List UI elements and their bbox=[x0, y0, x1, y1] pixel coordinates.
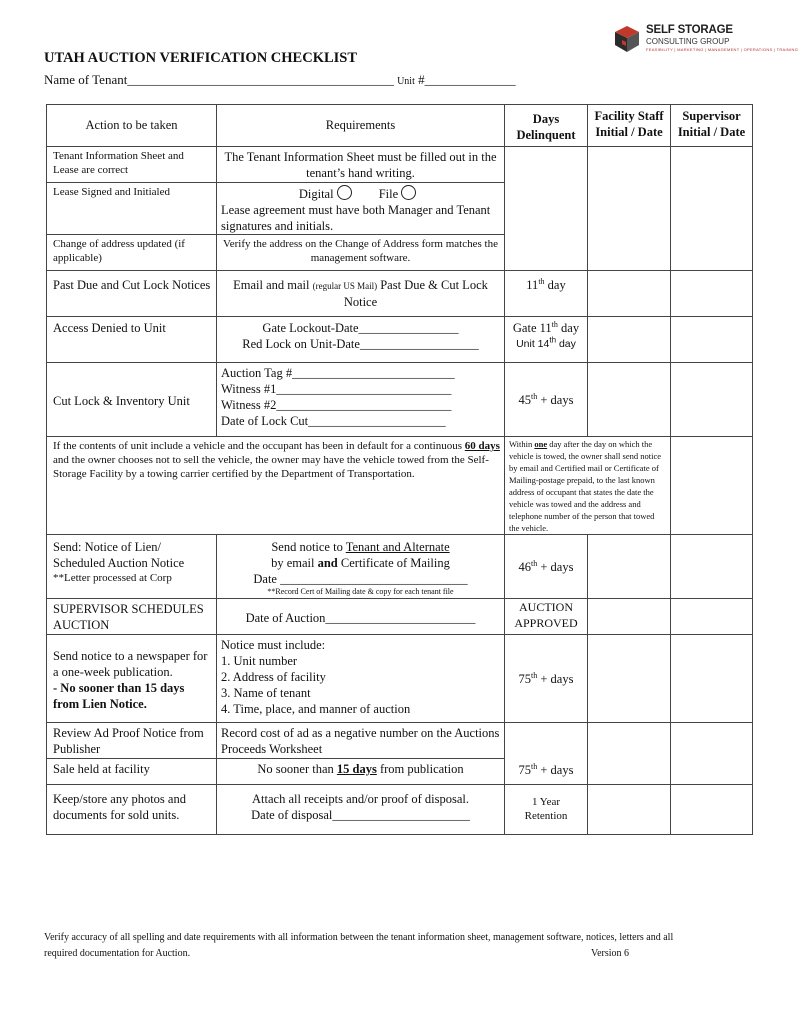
witness-1-line[interactable]: Witness #1____________________________ bbox=[221, 382, 452, 396]
action-past-due: Past Due and Cut Lock Notices bbox=[47, 271, 217, 317]
lien-req-and: and bbox=[317, 556, 338, 570]
sale-req-days: 15 days bbox=[336, 762, 377, 776]
action-supervisor: SUPERVISOR SCHEDULES AUCTION bbox=[47, 599, 217, 635]
newspaper-day-sup: th bbox=[531, 670, 538, 680]
days-supervisor: AUCTION APPROVED bbox=[505, 599, 588, 635]
days-sale bbox=[505, 723, 588, 785]
lease-checkboxes bbox=[221, 185, 500, 202]
req-access-denied bbox=[217, 317, 505, 363]
keep-line-1: Attach all receipts and/or proof of disposal. bbox=[252, 792, 469, 806]
checklist-table bbox=[46, 104, 753, 835]
unit-label: Unit bbox=[397, 76, 415, 87]
vehicle-text-a: If the contents of unit include a vehicle and the occupant has been in default for a continuous bbox=[53, 440, 462, 452]
header-action: Action to be taken bbox=[47, 105, 217, 147]
supervisor-initial-cell[interactable] bbox=[671, 723, 753, 785]
lease-requirement-text: Lease agreement must have both Manager and Tenant signatures and initials. bbox=[221, 203, 491, 233]
cut-lock-day-suffix: + days bbox=[540, 392, 574, 407]
vehicle-note-b: day after the day on which the vehicle is towed, the owner shall send notice by email and Certified mail or Certificate of Mailing-postage prepaid, to the last known address of occupant that states the date the vehicle was towed and the address and telephone number of the person that towed the vehicle. bbox=[509, 439, 662, 533]
tenant-name-blank[interactable]: _________________________________________ bbox=[127, 72, 394, 87]
gate-lockout-line[interactable]: Gate Lockout-Date________________ bbox=[262, 321, 459, 335]
req-lien-notice bbox=[217, 535, 505, 599]
lien-req-b: by email bbox=[271, 556, 315, 570]
digital-radio[interactable] bbox=[337, 185, 352, 200]
cut-lock-day-num: 45 bbox=[518, 392, 532, 407]
vehicle-text bbox=[47, 437, 505, 535]
staff-initial-cell[interactable] bbox=[588, 535, 671, 599]
row-past-due bbox=[47, 271, 753, 317]
newspaper-action-b: - No sooner than 15 days from Lien Notice. bbox=[53, 680, 185, 711]
req-address: Verify the address on the Change of Address form matches the management software. bbox=[217, 235, 505, 271]
newspaper-day-num: 75 bbox=[518, 671, 532, 686]
days-cell-blank bbox=[505, 147, 588, 271]
days-access-denied bbox=[505, 317, 588, 363]
supervisor-initial-cell[interactable] bbox=[671, 437, 753, 535]
auction-tag-line[interactable]: Auction Tag #__________________________ bbox=[221, 366, 455, 380]
past-due-day-suffix: day bbox=[547, 278, 566, 292]
row-cut-lock bbox=[47, 363, 753, 437]
supervisor-initial-cell[interactable] bbox=[671, 535, 753, 599]
row-vehicle bbox=[47, 437, 753, 535]
digital-label: Digital bbox=[298, 187, 334, 201]
file-label: File bbox=[378, 187, 399, 201]
sale-req-a: No sooner than bbox=[257, 762, 334, 776]
past-due-day-num: 11 bbox=[526, 278, 539, 292]
logo-tagline: FEASIBILITY | MARKETING | MANAGEMENT | OPERATIONS | TRAINING bbox=[646, 47, 798, 52]
header-row bbox=[47, 105, 753, 147]
supervisor-initial-cell[interactable] bbox=[671, 785, 753, 835]
newspaper-item-3: 3. Name of tenant bbox=[221, 686, 311, 700]
gate-day-b: day bbox=[561, 321, 580, 335]
vehicle-note bbox=[505, 437, 671, 535]
lien-day-suffix: + days bbox=[540, 559, 574, 574]
tenant-line bbox=[44, 72, 516, 88]
days-newspaper bbox=[505, 635, 588, 723]
action-address: Change of address updated (if applicable) bbox=[47, 235, 217, 271]
row-ad-proof bbox=[47, 723, 753, 759]
past-due-req-small: (regular US Mail) bbox=[312, 281, 378, 291]
lien-date-line[interactable]: Date ______________________________ bbox=[253, 572, 468, 586]
lien-day-sup: th bbox=[531, 558, 538, 568]
gate-day-a: Gate 11 bbox=[512, 321, 552, 335]
staff-initial-cell[interactable] bbox=[588, 723, 671, 785]
row-tenant-info bbox=[47, 147, 753, 183]
lien-record-note: **Record Cert of Mailing date & copy for each tenant file bbox=[267, 587, 454, 596]
supervisor-initial-cell[interactable] bbox=[671, 635, 753, 723]
newspaper-action-a: Send notice to a newspaper for a one-week publication. bbox=[53, 648, 208, 679]
unit-day-b: day bbox=[558, 338, 576, 350]
vehicle-text-b: and the owner chooses not to sell the vehicle, the owner may have the vehicle towed from the Self-Storage Facility by a towing carrier certified by the Department of Transportation. bbox=[53, 454, 489, 480]
action-lien-notice bbox=[47, 535, 217, 599]
header-staff: Facility Staff Initial / Date bbox=[588, 105, 671, 147]
unit-day-a: Unit 14 bbox=[516, 338, 550, 350]
sale-day-sup: th bbox=[531, 761, 538, 771]
lien-action-b: Scheduled Auction Notice bbox=[53, 556, 185, 570]
file-radio[interactable] bbox=[401, 185, 416, 200]
lien-action-note: **Letter processed at Corp bbox=[53, 572, 172, 584]
staff-initial-cell[interactable] bbox=[588, 317, 671, 363]
req-tenant-info: The Tenant Information Sheet must be filled out in the tenant’s hand writing. bbox=[217, 147, 505, 183]
header-supervisor: Supervisor Initial / Date bbox=[671, 105, 753, 147]
action-keep-docs: Keep/store any photos and documents for sold units. bbox=[47, 785, 217, 835]
newspaper-item-4: 4. Time, place, and manner of auction bbox=[221, 702, 411, 716]
req-keep-docs bbox=[217, 785, 505, 835]
tenant-name-label: Name of Tenant bbox=[44, 72, 128, 87]
row-access-denied bbox=[47, 317, 753, 363]
logo-brand: SELF STORAGE bbox=[646, 24, 733, 36]
staff-initial-cell[interactable] bbox=[588, 785, 671, 835]
past-due-req-b: Past Due & Cut Lock Notice bbox=[343, 278, 488, 309]
req-ad-proof: Record cost of ad as a negative number on the Auctions Proceeds Worksheet bbox=[217, 723, 505, 759]
row-newspaper bbox=[47, 635, 753, 723]
req-lease bbox=[217, 183, 505, 235]
gate-day-sup: th bbox=[551, 319, 558, 329]
past-due-day-sup: th bbox=[538, 276, 545, 286]
sale-day-num: 75 bbox=[518, 763, 532, 777]
days-cut-lock bbox=[505, 363, 588, 437]
newspaper-item-1: 1. Unit number bbox=[221, 654, 298, 668]
row-supervisor bbox=[47, 599, 753, 635]
lien-req-tenant: Tenant and Alternate bbox=[345, 540, 450, 554]
newspaper-req-head: Notice must include: bbox=[221, 638, 326, 652]
staff-initial-cell[interactable] bbox=[588, 599, 671, 635]
unit-number-blank[interactable]: #______________ bbox=[418, 72, 516, 87]
supervisor-initial-cell[interactable] bbox=[671, 271, 753, 317]
action-access-denied: Access Denied to Unit bbox=[47, 317, 217, 363]
days-keep-docs: 1 Year Retention bbox=[505, 785, 588, 835]
cube-logo-icon bbox=[612, 24, 642, 54]
past-due-req-a: Email and mail bbox=[233, 278, 310, 292]
days-past-due bbox=[505, 271, 588, 317]
newspaper-day-suffix: + days bbox=[540, 671, 574, 686]
header-days: Days Delinquent bbox=[505, 105, 588, 147]
supervisor-initial-cell[interactable] bbox=[671, 147, 753, 271]
sale-day-suffix: + days bbox=[540, 763, 574, 777]
version-label: Version 6 bbox=[591, 948, 630, 959]
header-requirements: Requirements bbox=[217, 105, 505, 147]
req-sale bbox=[217, 759, 505, 785]
lien-req-c: Certificate of Mailing bbox=[340, 556, 450, 570]
action-sale: Sale held at facility bbox=[47, 759, 217, 785]
supervisor-initial-cell[interactable] bbox=[671, 363, 753, 437]
sale-req-b: from publication bbox=[379, 762, 464, 776]
row-keep-docs bbox=[47, 785, 753, 835]
row-lien-notice bbox=[47, 535, 753, 599]
lien-day-num: 46 bbox=[518, 559, 532, 574]
action-cut-lock: Cut Lock & Inventory Unit bbox=[47, 363, 217, 437]
company-logo bbox=[612, 22, 798, 56]
vehicle-note-a: Within bbox=[509, 439, 533, 449]
staff-initial-cell[interactable] bbox=[588, 635, 671, 723]
vehicle-note-one: one bbox=[534, 439, 548, 449]
lock-cut-date-line[interactable]: Date of Lock Cut______________________ bbox=[221, 414, 446, 428]
red-lock-line[interactable]: Red Lock on Unit-Date___________________ bbox=[242, 337, 479, 351]
staff-initial-cell[interactable] bbox=[588, 147, 671, 271]
days-lien-notice bbox=[505, 535, 588, 599]
action-newspaper bbox=[47, 635, 217, 723]
vehicle-text-days: 60 days bbox=[464, 440, 500, 452]
supervisor-initial-cell[interactable] bbox=[671, 599, 753, 635]
unit-day-sup: th bbox=[549, 335, 557, 345]
disposal-date-line[interactable]: Date of disposal______________________ bbox=[251, 808, 470, 822]
req-past-due bbox=[217, 271, 505, 317]
lien-req-a: Send notice to bbox=[271, 540, 343, 554]
req-newspaper bbox=[217, 635, 505, 723]
cut-lock-day-sup: th bbox=[531, 391, 538, 401]
page-title: UTAH AUCTION VERIFICATION CHECKLIST bbox=[44, 50, 358, 66]
footer-text: Verify accuracy of all spelling and date requirements with all information between the tenant information sheet, management software, notices, letters and all required documentation for Auction. bbox=[44, 932, 674, 959]
req-cut-lock bbox=[217, 363, 505, 437]
req-supervisor[interactable]: Date of Auction________________________ bbox=[217, 599, 505, 635]
supervisor-initial-cell[interactable] bbox=[671, 317, 753, 363]
staff-initial-cell[interactable] bbox=[588, 363, 671, 437]
logo-subtitle: CONSULTING GROUP bbox=[646, 37, 730, 46]
lien-action-a: Send: Notice of Lien/ bbox=[53, 540, 161, 554]
action-tenant-info: Tenant Information Sheet and Lease are correct bbox=[47, 147, 217, 183]
staff-initial-cell[interactable] bbox=[588, 271, 671, 317]
newspaper-item-2: 2. Address of facility bbox=[221, 670, 326, 684]
action-ad-proof: Review Ad Proof Notice from Publisher bbox=[47, 723, 217, 759]
action-lease: Lease Signed and Initialed bbox=[47, 183, 217, 235]
footer bbox=[44, 930, 694, 962]
witness-2-line[interactable]: Witness #2____________________________ bbox=[221, 398, 452, 412]
